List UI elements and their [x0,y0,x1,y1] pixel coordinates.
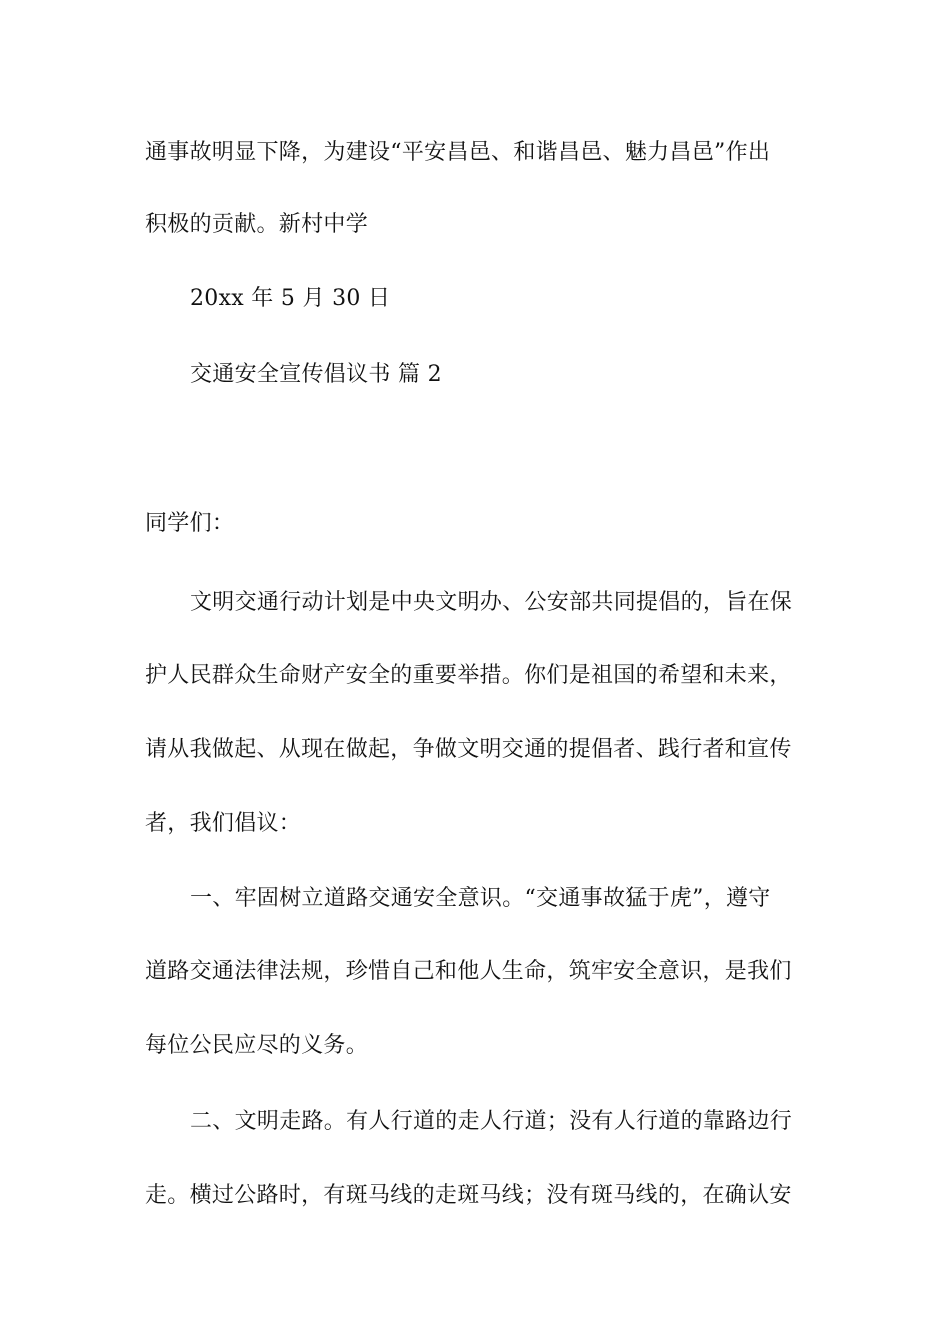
paragraph-line: 每位公民应尽的义务。 [145,1033,369,1058]
paragraph-line: 者，我们倡议： [145,811,302,836]
paragraph-line: 护人民群众生命财产安全的重要举措。你们是祖国的希望和未来， [145,663,792,688]
paragraph-line: 走。横过公路时，有斑马线的走斑马线；没有斑马线的，在确认安 [145,1183,792,1208]
text-line: 通事故明显下降，为建设“平安昌邑、和谐昌邑、魅力昌邑”作出 [145,140,771,165]
paragraph-line: 道路交通法律法规，珍惜自己和他人生命，筑牢安全意识，是我们 [145,959,792,984]
paragraph-line: 文明交通行动计划是中央文明办、公安部共同提倡的，旨在保 [190,590,793,615]
text-line: 积极的贡献。新村中学 [145,212,369,237]
section-title: 交通安全宣传倡议书 篇 2 [190,362,442,387]
date-line: 20xx 年 5 月 30 日 [190,286,391,311]
salutation: 同学们： [145,511,235,536]
paragraph-line: 请从我做起、从现在做起，争做文明交通的提倡者、践行者和宣传 [145,737,792,762]
paragraph-line: 一、牢固树立道路交通安全意识。“交通事故猛于虎”，遵守 [190,886,771,911]
paragraph-line: 二、文明走路。有人行道的走人行道；没有人行道的靠路边行 [190,1109,793,1134]
